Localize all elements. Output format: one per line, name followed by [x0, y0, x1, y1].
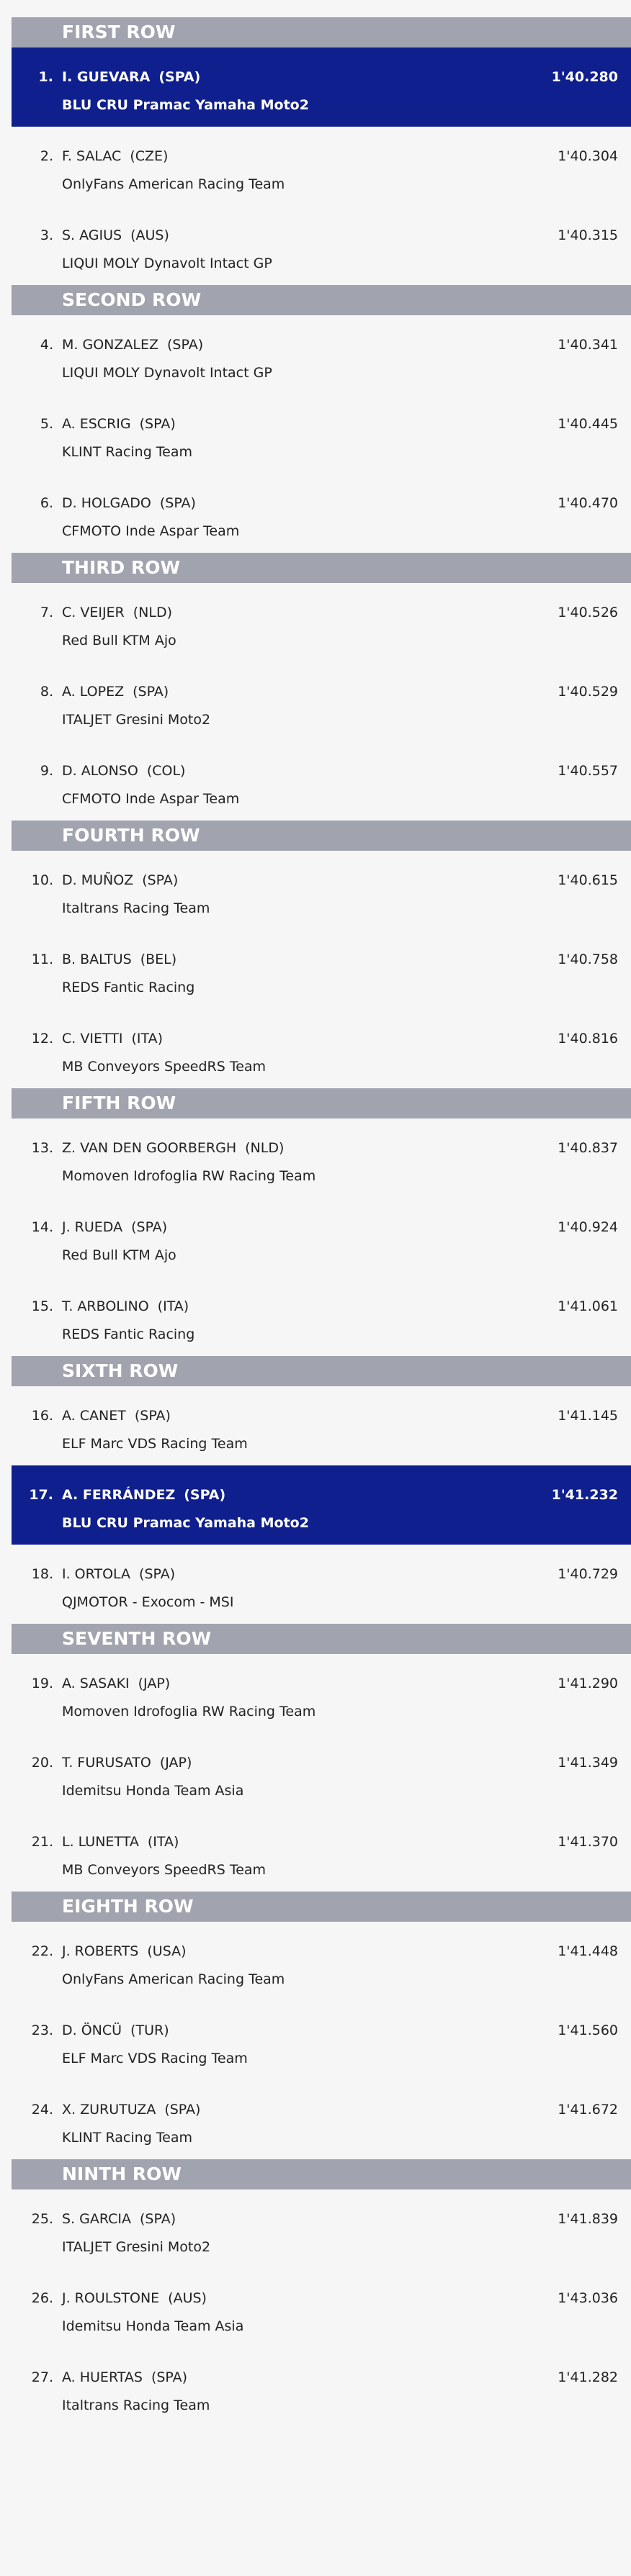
rider-nationality: (JAP) — [138, 1676, 171, 1691]
team-name: MB Conveyors SpeedRS Team — [62, 1059, 267, 1075]
lap-time: 1'41.448 — [558, 1943, 618, 1959]
grid-entry — [12, 48, 631, 127]
team-name: OnlyFans American Racing Team — [62, 1971, 285, 1987]
grid-position: 20. — [31, 1755, 53, 1771]
grid-position: 8. — [40, 684, 53, 700]
lap-time: 1'41.349 — [558, 1755, 618, 1771]
grid-entry — [12, 583, 631, 662]
grid-row-header: FIRST ROW — [12, 17, 631, 48]
grid-entry — [12, 1922, 631, 2001]
rider-nationality: (BEL) — [140, 952, 177, 967]
lap-time: 1'41.672 — [558, 2102, 618, 2118]
grid-position: 21. — [31, 1834, 53, 1850]
rider-nationality: (JAP) — [159, 1755, 192, 1771]
grid-entry — [12, 474, 631, 553]
rider-info — [62, 604, 172, 621]
rider-nationality: (NLD) — [133, 605, 173, 620]
lap-time: 1'40.445 — [558, 416, 618, 432]
rider-info — [62, 68, 200, 86]
grid-position: 18. — [31, 1566, 53, 1582]
rider-info — [62, 951, 176, 968]
grid-row-header: FOURTH ROW — [12, 821, 631, 851]
grid-position: 6. — [40, 495, 53, 511]
lap-time: 1'40.341 — [558, 337, 618, 353]
rider-name: A. SASAKI — [62, 1676, 130, 1691]
rider-name: C. VIETTI — [62, 1031, 123, 1047]
rider-name: I. GUEVARA — [62, 69, 151, 85]
grid-entry — [12, 741, 631, 821]
lap-time: 1'40.280 — [551, 69, 618, 85]
rider-nationality: (SPA) — [139, 1566, 176, 1582]
grid-row-header: SECOND ROW — [12, 285, 631, 315]
grid-row-header: SEVENTH ROW — [12, 1624, 631, 1654]
lap-time: 1'40.315 — [558, 227, 618, 243]
rider-name: A. ESCRIG — [62, 416, 131, 432]
rider-nationality: (SPA) — [159, 495, 196, 511]
lap-time: 1'41.282 — [558, 2369, 618, 2385]
lap-time: 1'43.036 — [558, 2290, 618, 2306]
grid-position: 9. — [40, 763, 53, 779]
lap-time: 1'40.729 — [558, 1566, 618, 1582]
rider-name: C. VEIJER — [62, 605, 125, 620]
lap-time: 1'40.529 — [558, 684, 618, 700]
rider-info — [62, 148, 168, 165]
rider-nationality: (AUS) — [168, 2290, 207, 2306]
grid-row-header: EIGHTH ROW — [12, 1892, 631, 1922]
grid-position: 1. — [38, 69, 53, 85]
lap-time: 1'40.557 — [558, 763, 618, 779]
rider-nationality: (SPA) — [151, 2369, 188, 2385]
grid-position: 7. — [40, 605, 53, 620]
grid-entry — [12, 1465, 631, 1545]
grid-entry — [12, 127, 631, 206]
rider-nationality: (SPA) — [158, 69, 201, 85]
team-name: ITALJET Gresini Moto2 — [62, 2239, 211, 2255]
lap-time: 1'40.837 — [558, 1140, 618, 1156]
rider-info — [62, 2210, 176, 2228]
rider-name: J. ROULSTONE — [62, 2290, 160, 2306]
rider-name: S. AGIUS — [62, 227, 122, 243]
team-name: Italtrans Racing Team — [62, 2398, 210, 2413]
grid-row-header: SIXTH ROW — [12, 1356, 631, 1386]
rider-nationality: (SPA) — [164, 2102, 201, 2118]
grid-position: 13. — [31, 1140, 53, 1156]
rider-info — [62, 1139, 284, 1157]
rider-info — [62, 415, 176, 433]
rider-info — [62, 1754, 192, 1771]
grid-entry — [12, 2348, 631, 2427]
team-name: OnlyFans American Racing Team — [62, 176, 285, 192]
grid-position: 2. — [40, 148, 53, 164]
rider-name: D. MUÑOZ — [62, 872, 134, 888]
lap-time: 1'40.816 — [558, 1031, 618, 1047]
grid-entry — [12, 1198, 631, 1277]
lap-time: 1'40.470 — [558, 495, 618, 511]
grid-entry — [12, 930, 631, 1009]
team-name: Red Bull KTM Ajo — [62, 1247, 176, 1263]
rider-info — [62, 1407, 171, 1424]
rider-name: S. GARCIA — [62, 2211, 131, 2227]
rider-info — [62, 2101, 200, 2118]
team-name: Red Bull KTM Ajo — [62, 633, 176, 648]
grid-position: 26. — [31, 2290, 53, 2306]
rider-nationality: (SPA) — [139, 2211, 176, 2227]
team-name: MB Conveyors SpeedRS Team — [62, 1862, 267, 1878]
rider-name: B. BALTUS — [62, 952, 132, 967]
team-name: KLINT Racing Team — [62, 2130, 193, 2146]
rider-name: J. RUEDA — [62, 1219, 123, 1235]
rider-nationality: (ITA) — [131, 1031, 163, 1047]
rider-info — [62, 1833, 179, 1850]
rider-name: L. LUNETTA — [62, 1834, 139, 1850]
grid-position: 27. — [31, 2369, 53, 2385]
grid-position: 3. — [40, 227, 53, 243]
team-name: LIQUI MOLY Dynavolt Intact GP — [62, 256, 272, 271]
rider-name: A. CANET — [62, 1408, 126, 1424]
rider-nationality: (AUS) — [130, 227, 169, 243]
rider-info — [62, 494, 196, 512]
team-name: CFMOTO Inde Aspar Team — [62, 523, 240, 539]
rider-info — [62, 683, 169, 700]
grid-entry — [12, 2080, 631, 2159]
rider-nationality: (SPA) — [142, 872, 179, 888]
lap-time: 1'41.290 — [558, 1676, 618, 1691]
team-name: KLINT Racing Team — [62, 444, 193, 460]
rider-nationality: (SPA) — [134, 1408, 171, 1424]
rider-nationality: (SPA) — [139, 416, 176, 432]
lap-time: 1'41.145 — [558, 1408, 618, 1424]
team-name: Momoven Idrofoglia RW Racing Team — [62, 1168, 316, 1184]
grid-entry — [12, 2269, 631, 2348]
grid-entry — [12, 2189, 631, 2269]
rider-info — [62, 2290, 207, 2307]
grid-position: 23. — [31, 2023, 53, 2038]
grid-row-header: FIFTH ROW — [12, 1088, 631, 1118]
grid-position: 25. — [31, 2211, 53, 2227]
rider-info — [62, 1675, 170, 1692]
rider-nationality: (NLD) — [245, 1140, 285, 1156]
team-name: Idemitsu Honda Team Asia — [62, 1783, 244, 1799]
rider-name: A. HUERTAS — [62, 2369, 143, 2385]
grid-position: 14. — [31, 1219, 53, 1235]
grid-entry — [12, 1386, 631, 1465]
rider-nationality: (SPA) — [184, 1487, 226, 1503]
rider-info — [62, 1030, 163, 1047]
grid-position: 19. — [31, 1676, 53, 1691]
grid-entry — [12, 1812, 631, 1892]
team-name: CFMOTO Inde Aspar Team — [62, 791, 240, 807]
rider-nationality: (COL) — [146, 763, 186, 779]
rider-info — [62, 872, 178, 889]
team-name: QJMOTOR - Exocom - MSI — [62, 1594, 234, 1610]
grid-entry — [12, 206, 631, 285]
team-name: BLU CRU Pramac Yamaha Moto2 — [62, 1515, 309, 1531]
rider-info — [62, 2022, 169, 2039]
grid-position: 22. — [31, 1943, 53, 1959]
lap-time: 1'40.304 — [558, 148, 618, 164]
rider-info — [62, 1565, 175, 1583]
team-name: Idemitsu Honda Team Asia — [62, 2318, 244, 2334]
grid-position: 5. — [40, 416, 53, 432]
grid-entry — [12, 1277, 631, 1356]
team-name: Momoven Idrofoglia RW Racing Team — [62, 1704, 316, 1719]
rider-info — [62, 227, 169, 244]
grid-entry — [12, 1654, 631, 1733]
lap-time: 1'41.370 — [558, 1834, 618, 1850]
lap-time: 1'41.560 — [558, 2023, 618, 2038]
team-name: REDS Fantic Racing — [62, 1327, 195, 1342]
grid-position: 24. — [31, 2102, 53, 2118]
lap-time: 1'41.839 — [558, 2211, 618, 2227]
grid-position: 17. — [29, 1487, 53, 1503]
rider-nationality: (CZE) — [130, 148, 169, 164]
team-name: Italtrans Racing Team — [62, 900, 210, 916]
rider-nationality: (ITA) — [157, 1298, 189, 1314]
grid-entry — [12, 1545, 631, 1624]
rider-name: Z. VAN DEN GOORBERGH — [62, 1140, 237, 1156]
rider-nationality: (SPA) — [131, 1219, 168, 1235]
rider-nationality: (SPA) — [133, 684, 169, 700]
grid-position: 16. — [31, 1408, 53, 1424]
rider-name: F. SALAC — [62, 148, 122, 164]
rider-info — [62, 1298, 189, 1315]
rider-name: A. FERRÁNDEZ — [62, 1487, 176, 1503]
rider-nationality: (SPA) — [166, 337, 204, 353]
rider-nationality: (ITA) — [147, 1834, 179, 1850]
rider-name: T. FURUSATO — [62, 1755, 151, 1771]
lap-time: 1'41.232 — [551, 1487, 618, 1503]
rider-name: X. ZURUTUZA — [62, 2102, 156, 2118]
rider-name: D. HOLGADO — [62, 495, 151, 511]
lap-time: 1'41.061 — [558, 1298, 618, 1314]
rider-name: D. ALONSO — [62, 763, 138, 779]
grid-entry — [12, 394, 631, 474]
starting-grid — [12, 0, 631, 2427]
lap-time: 1'40.615 — [558, 872, 618, 888]
rider-nationality: (TUR) — [130, 2023, 169, 2038]
grid-position: 12. — [31, 1031, 53, 1047]
grid-position: 4. — [40, 337, 53, 353]
grid-entry — [12, 1009, 631, 1088]
rider-info — [62, 1219, 167, 1236]
lap-time: 1'40.924 — [558, 1219, 618, 1235]
rider-name: J. ROBERTS — [62, 1943, 139, 1959]
grid-position: 15. — [31, 1298, 53, 1314]
rider-name: M. GONZALEZ — [62, 337, 158, 353]
rider-info — [62, 1943, 187, 1960]
grid-entry — [12, 662, 631, 741]
rider-name: T. ARBOLINO — [62, 1298, 149, 1314]
grid-entry — [12, 2001, 631, 2080]
team-name: BLU CRU Pramac Yamaha Moto2 — [62, 97, 309, 113]
rider-name: D. ÖNCÜ — [62, 2023, 122, 2038]
rider-nationality: (USA) — [147, 1943, 187, 1959]
grid-row-header: THIRD ROW — [12, 553, 631, 583]
grid-row-header: NINTH ROW — [12, 2159, 631, 2189]
rider-info — [62, 2369, 187, 2386]
team-name: ITALJET Gresini Moto2 — [62, 712, 211, 728]
rider-info — [62, 762, 185, 779]
team-name: ELF Marc VDS Racing Team — [62, 2051, 248, 2066]
team-name: LIQUI MOLY Dynavolt Intact GP — [62, 365, 272, 381]
grid-position: 10. — [31, 872, 53, 888]
rider-info — [62, 1486, 225, 1504]
team-name: ELF Marc VDS Racing Team — [62, 1436, 248, 1452]
rider-info — [62, 336, 203, 353]
rider-name: A. LOPEZ — [62, 684, 125, 700]
grid-entry — [12, 315, 631, 394]
team-name: REDS Fantic Racing — [62, 980, 195, 995]
grid-entry — [12, 1118, 631, 1198]
grid-position: 11. — [31, 952, 53, 967]
grid-entry — [12, 851, 631, 930]
rider-name: I. ORTOLA — [62, 1566, 131, 1582]
grid-entry — [12, 1733, 631, 1812]
lap-time: 1'40.526 — [558, 605, 618, 620]
lap-time: 1'40.758 — [558, 952, 618, 967]
